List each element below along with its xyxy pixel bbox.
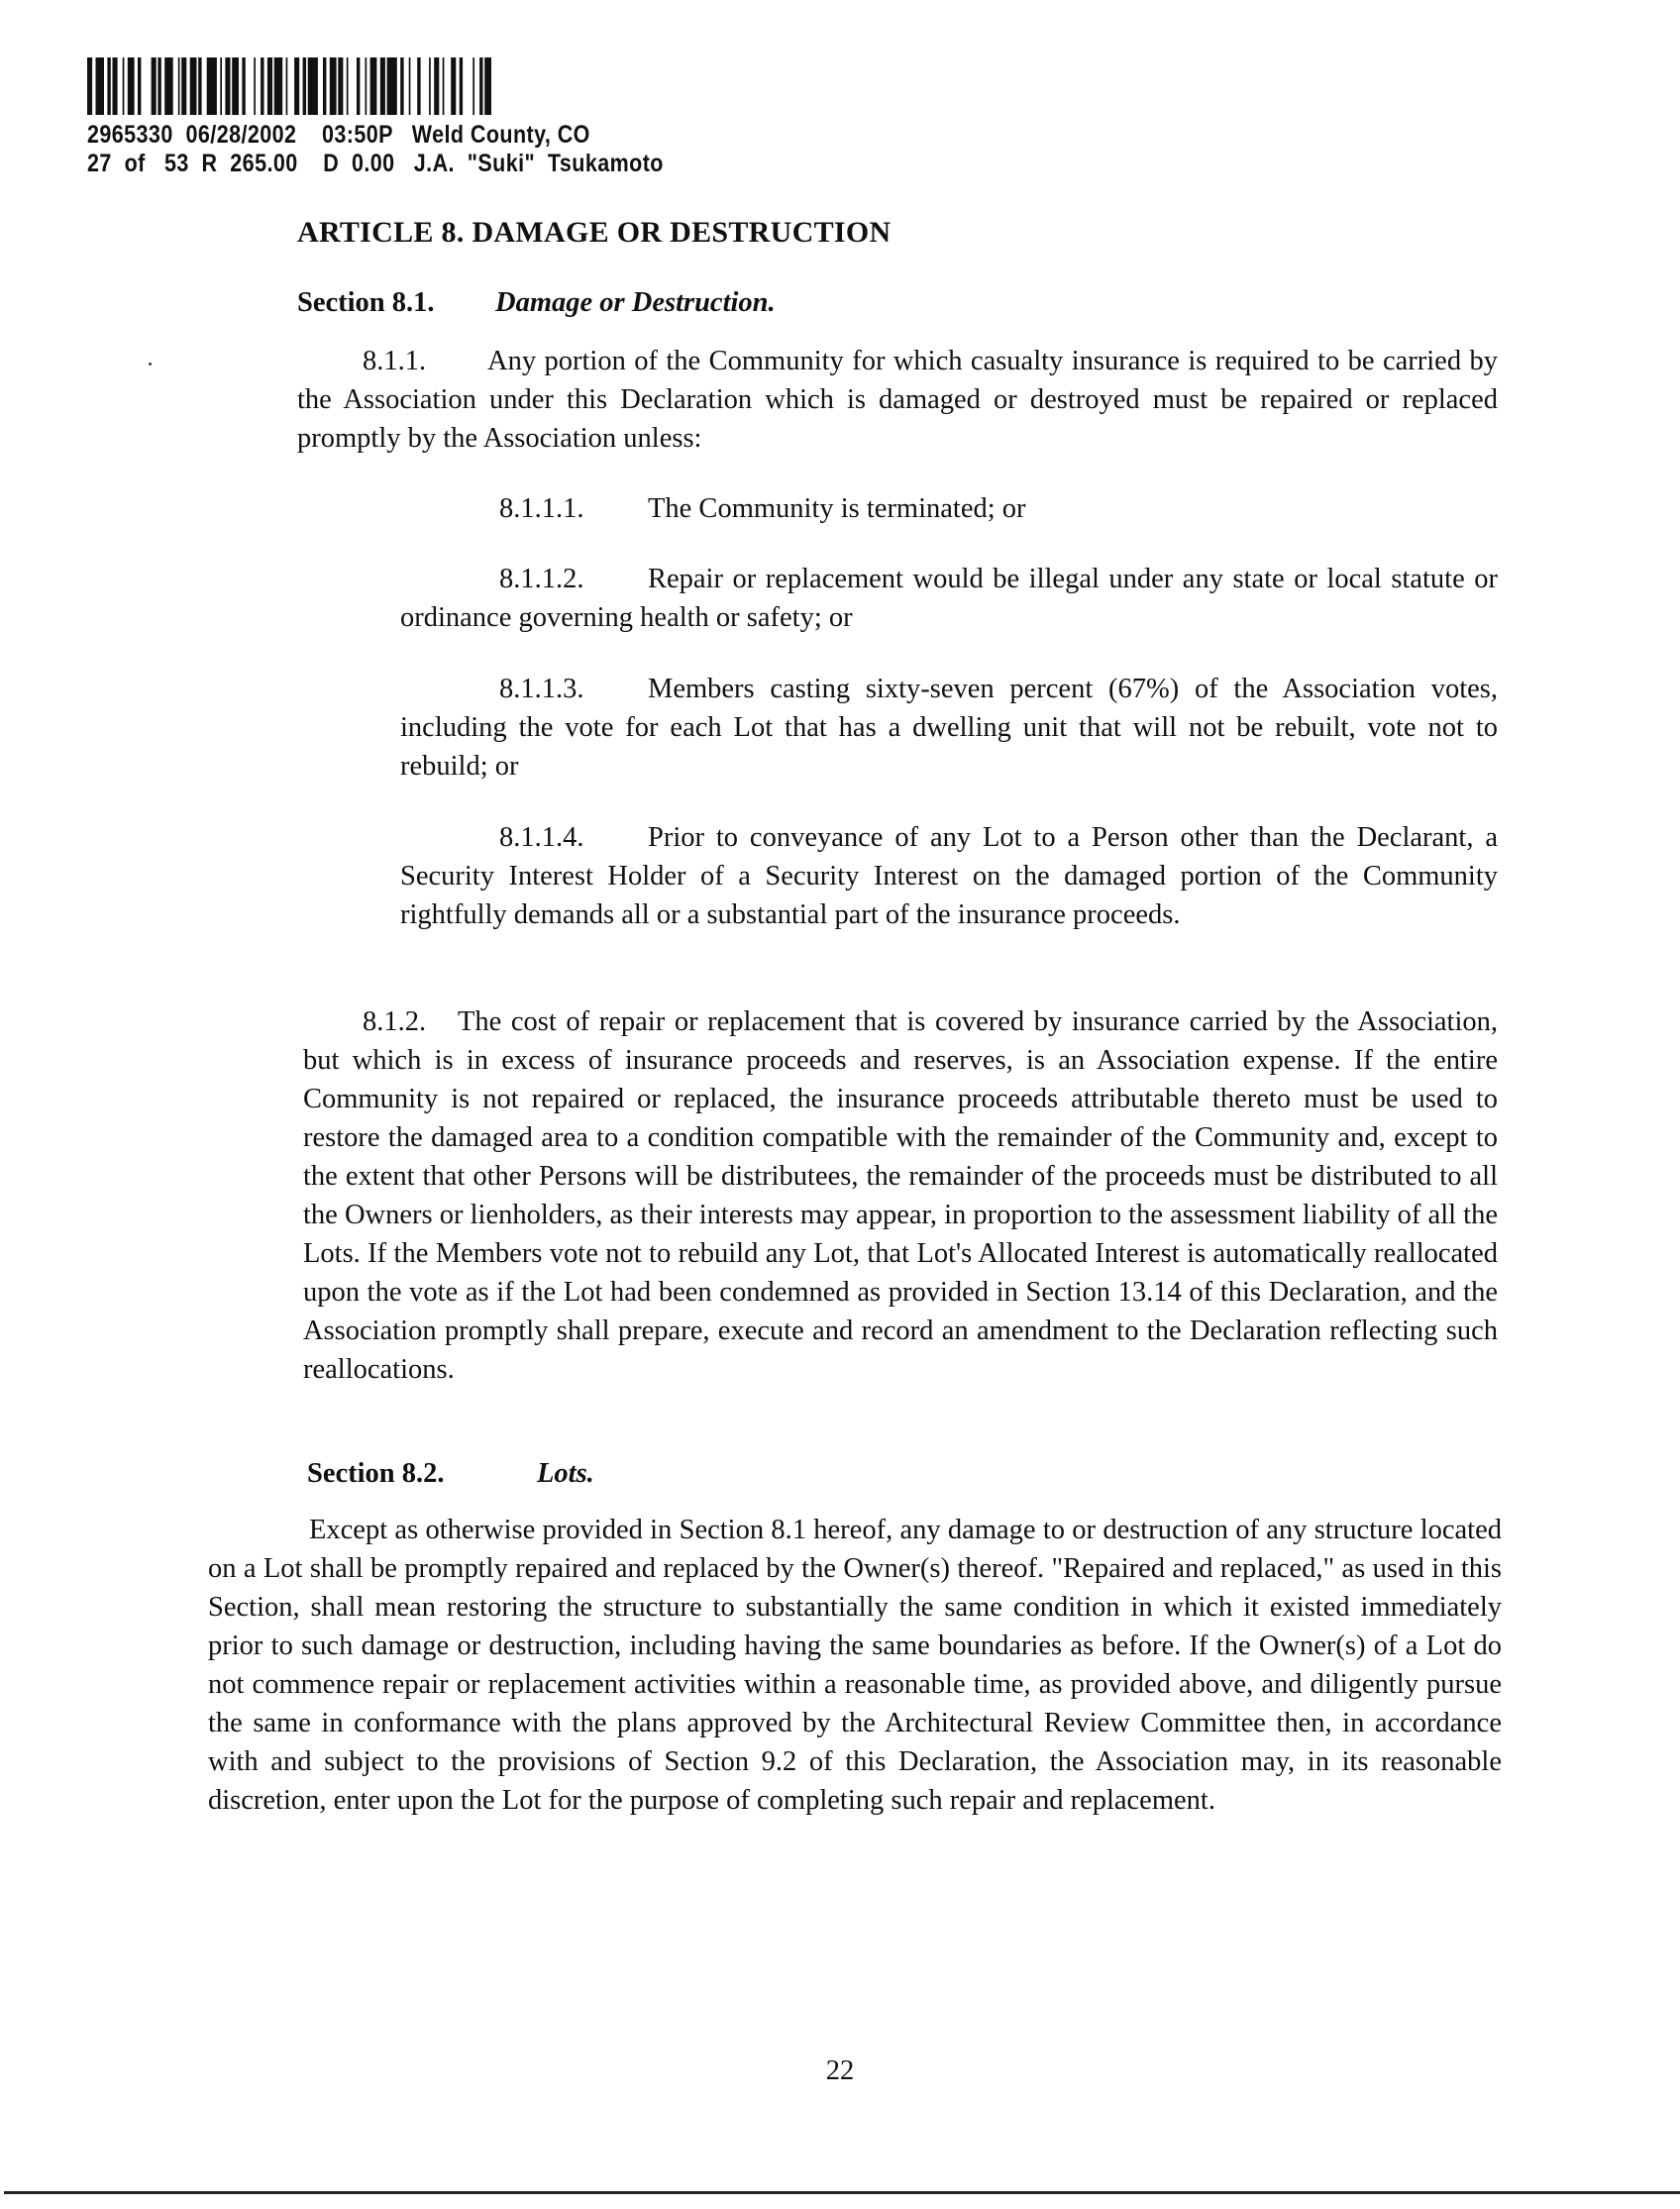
paragraph-8-1-2 — [303, 1002, 1498, 1389]
section-8-1-heading — [297, 287, 776, 319]
recording-info-line-1: 2965330 06/28/2002 03:50P Weld County, CO — [87, 121, 590, 149]
recording-stamp — [87, 57, 781, 178]
paragraph-label: 8.1.1.1. — [499, 493, 584, 524]
paragraph-text: Members casting sixty-seven percent (67%) of the Association votes, including the vote for each Lot that has a dwelling unit that will not be rebuilt, vote not to rebuild; or — [400, 674, 1498, 782]
page-number: 22 — [825, 2055, 855, 2086]
paragraph-8-1-1-4 — [400, 818, 1498, 934]
scan-speck — [149, 363, 152, 366]
paragraph-label: 8.1.2. — [363, 1006, 427, 1037]
page-bottom-rule — [4, 2191, 1680, 2194]
paragraph-label: 8.1.1.4. — [499, 822, 584, 853]
article-heading: ARTICLE 8. DAMAGE OR DESTRUCTION — [297, 216, 892, 249]
paragraph-8-2: Except as otherwise provided in Section 8.1 hereof, any damage to or destruction of any structure located on a Lot shall be promptly repaired and replaced by the Owner(s) thereof. "Repaired and replaced," as used in this Section, shall mean restoring the structure to substantially the same condition in which it existed immediately prior to such damage or destruction, including having the same boundaries as before. If the Owner(s) of a Lot do not commence repair or replacement activities within a reasonable time, as provided above, and diligently pursue the same in conformance with the plans approved by the Architectural Review Committee then, in accordance with and subject to the provisions of Section 9.2 of this Declaration, the Association may, in its reasonable discretion, enter upon the Lot for the purpose of completing such repair and replacement. — [208, 1515, 1502, 1816]
paragraph-8-1-1-2 — [400, 560, 1498, 637]
section-number: Section 8.2. — [307, 1458, 445, 1489]
section-8-2-heading — [307, 1458, 594, 1519]
paragraph-label: 8.1.1. — [363, 346, 427, 376]
section-number: Section 8.1. — [297, 287, 435, 318]
paragraph-text: The Community is terminated; or — [648, 493, 1026, 524]
recording-info-line-2: 27 of 53 R 265.00 D 0.00 J.A. "Suki" Tsukamoto — [87, 150, 664, 177]
section-title: Damage or Destruction. — [495, 287, 776, 318]
section-title: Lots. — [537, 1458, 594, 1489]
paragraph-label: 8.1.1.2. — [499, 564, 584, 594]
paragraph-8-1-1-1 — [400, 489, 1498, 528]
paragraph-text: Repair or replacement would be illegal under any state or local statute or ordinance governing health or safety; or — [400, 564, 1498, 633]
paragraph-text: The cost of repair or replacement that is covered by insurance carried by the Association, but which is in excess of insurance proceeds and reserves, is an Association expense. If the entire Community is not repaired or replaced, the insurance proceeds attributable thereto must be used to restore the damaged area to a condition compatible with the remainder of the Community and, except to the extent that other Persons will be distributees, the remainder of the proceeds must be distributed to all the Owners or lienholders, as their interests may appear, in proportion to the assessment liability of all the Lots. If the Members vote not to rebuild any Lot, that Lot's Allocated Interest is automatically reallocated upon the vote as if the Lot had been condemned as provided in Section 13.14 of this Declaration, and the Association promptly shall prepare, execute and record an amendment to the Declaration reflecting such reallocations. — [303, 1006, 1498, 1385]
barcode-icon — [87, 57, 781, 115]
paragraph-8-1-1-3 — [400, 670, 1498, 786]
paragraph-text: Prior to conveyance of any Lot to a Person other than the Declarant, a Security Interest Holder of a Security Interest on the damaged portion of the Community rightfully demands all or a substantial part of the insurance proceeds. — [400, 822, 1498, 930]
paragraph-label: 8.1.1.3. — [499, 674, 584, 704]
paragraph-text: Any portion of the Community for which casualty insurance is required to be carried by the Association under this Declaration which is damaged or destroyed must be repaired or replaced promptly by the Association unless: — [297, 346, 1498, 454]
paragraph-8-1-1 — [297, 342, 1498, 458]
